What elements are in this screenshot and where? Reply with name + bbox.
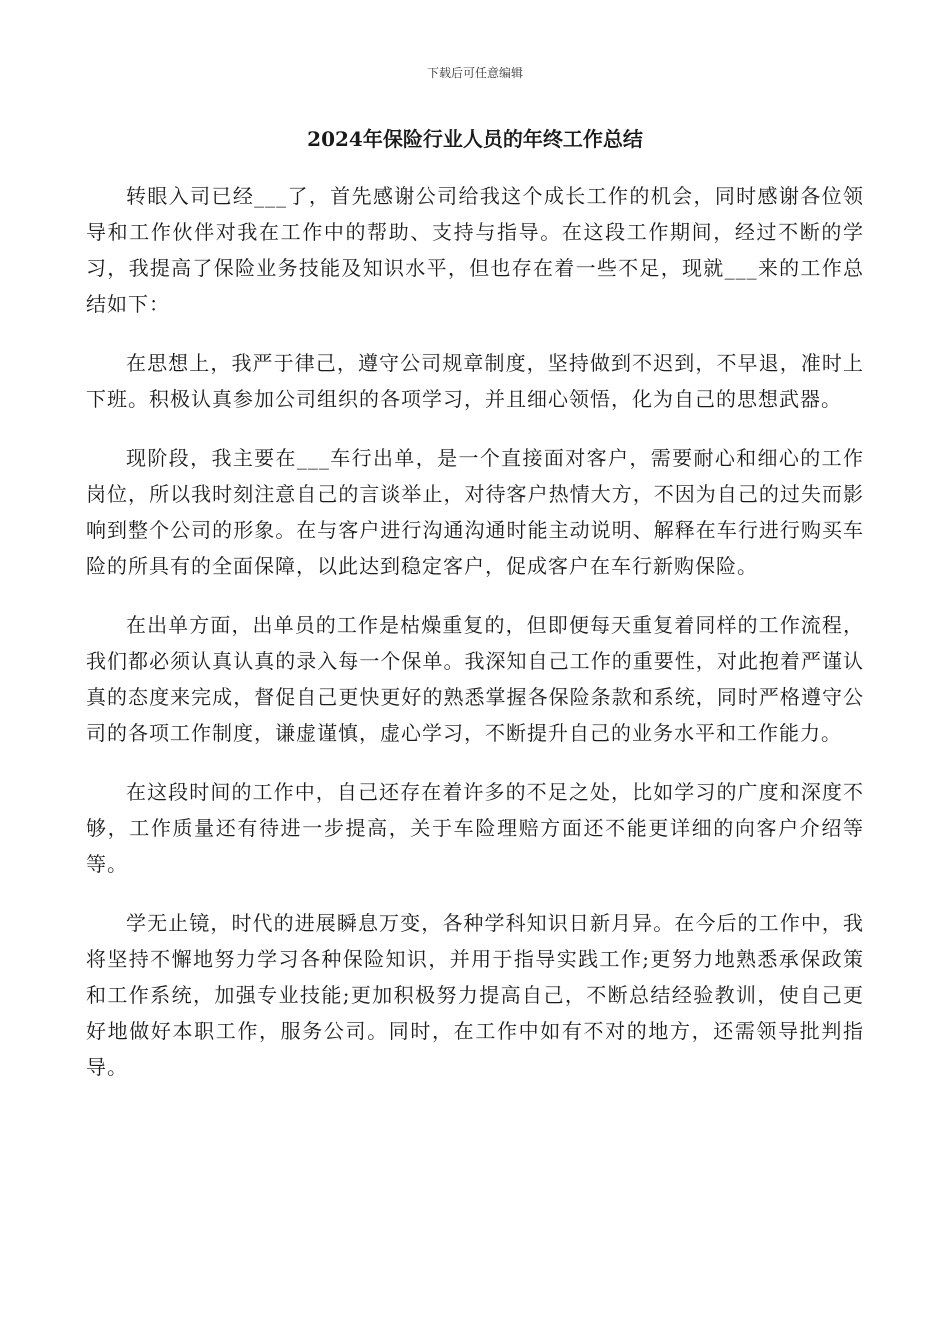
document-title: 2024年保险行业人员的年终工作总结 bbox=[307, 127, 643, 151]
paragraph-future-plans: 学无止镜，时代的进展瞬息万变，各种学科知识日新月异。在今后的工作中，我将坚持不懈地努力学习各种保险知识，并用于指导实践工作;更努力地熟悉承保政策和工作系统，加强专业技能;更加积极努力提高自己，不断总结经验教训，使自己更好地做好本职工作，服务公司。同时，在工作中如有不对的地方，还需领导批判指导。 bbox=[86, 911, 864, 1079]
paragraph-shortcomings: 在这段时间的工作中，自己还存在着许多的不足之处，比如学习的广度和深度不够，工作质量还有待进一步提高，关于车险理赔方面还不能更详细的向客户介绍等等。 bbox=[86, 780, 864, 876]
paragraph-policy-issuing: 在出单方面，出单员的工作是枯燥重复的，但即便每天重复着同样的工作流程，我们都必须认真认真的录入每一个保单。我深知自己工作的重要性，对此抱着严谨认真的态度来完成，督促自己更快更好的熟悉掌握各保险条款和系统，同时严格遵守公司的各项工作制度，谦虚谨慎，虚心学习，不断提升自己的业务水平和工作能力。 bbox=[86, 613, 864, 745]
paragraph-ideology: 在思想上，我严于律己，遵守公司规章制度，坚持做到不迟到，不早退，准时上下班。积极认真参加公司组织的各项学习，并且细心领悟，化为自己的思想武器。 bbox=[86, 351, 864, 411]
header-note: 下载后可任意编辑 bbox=[426, 66, 523, 80]
document-body bbox=[86, 178, 864, 1108]
paragraph-current-role: 现阶段，我主要在___车行出单，是一个直接面对客户，需要耐心和细心的工作岗位，所以我时刻注意自己的言谈举止，对待客户热情大方，不因为自己的过失而影响到整个公司的形象。在与客户进行沟通沟通时能主动说明、解释在车行进行购买车险的所具有的全面保障，以此达到稳定客户，促成客户在车行新购保险。 bbox=[86, 446, 864, 578]
paragraph-intro: 转眼入司已经___了，首先感谢公司给我这个成长工作的机会，同时感谢各位领导和工作伙伴对我在工作中的帮助、支持与指导。在这段工作期间，经过不断的学习，我提高了保险业务技能及知识水平，但也存在着一些不足，现就___来的工作总结如下： bbox=[86, 184, 864, 316]
